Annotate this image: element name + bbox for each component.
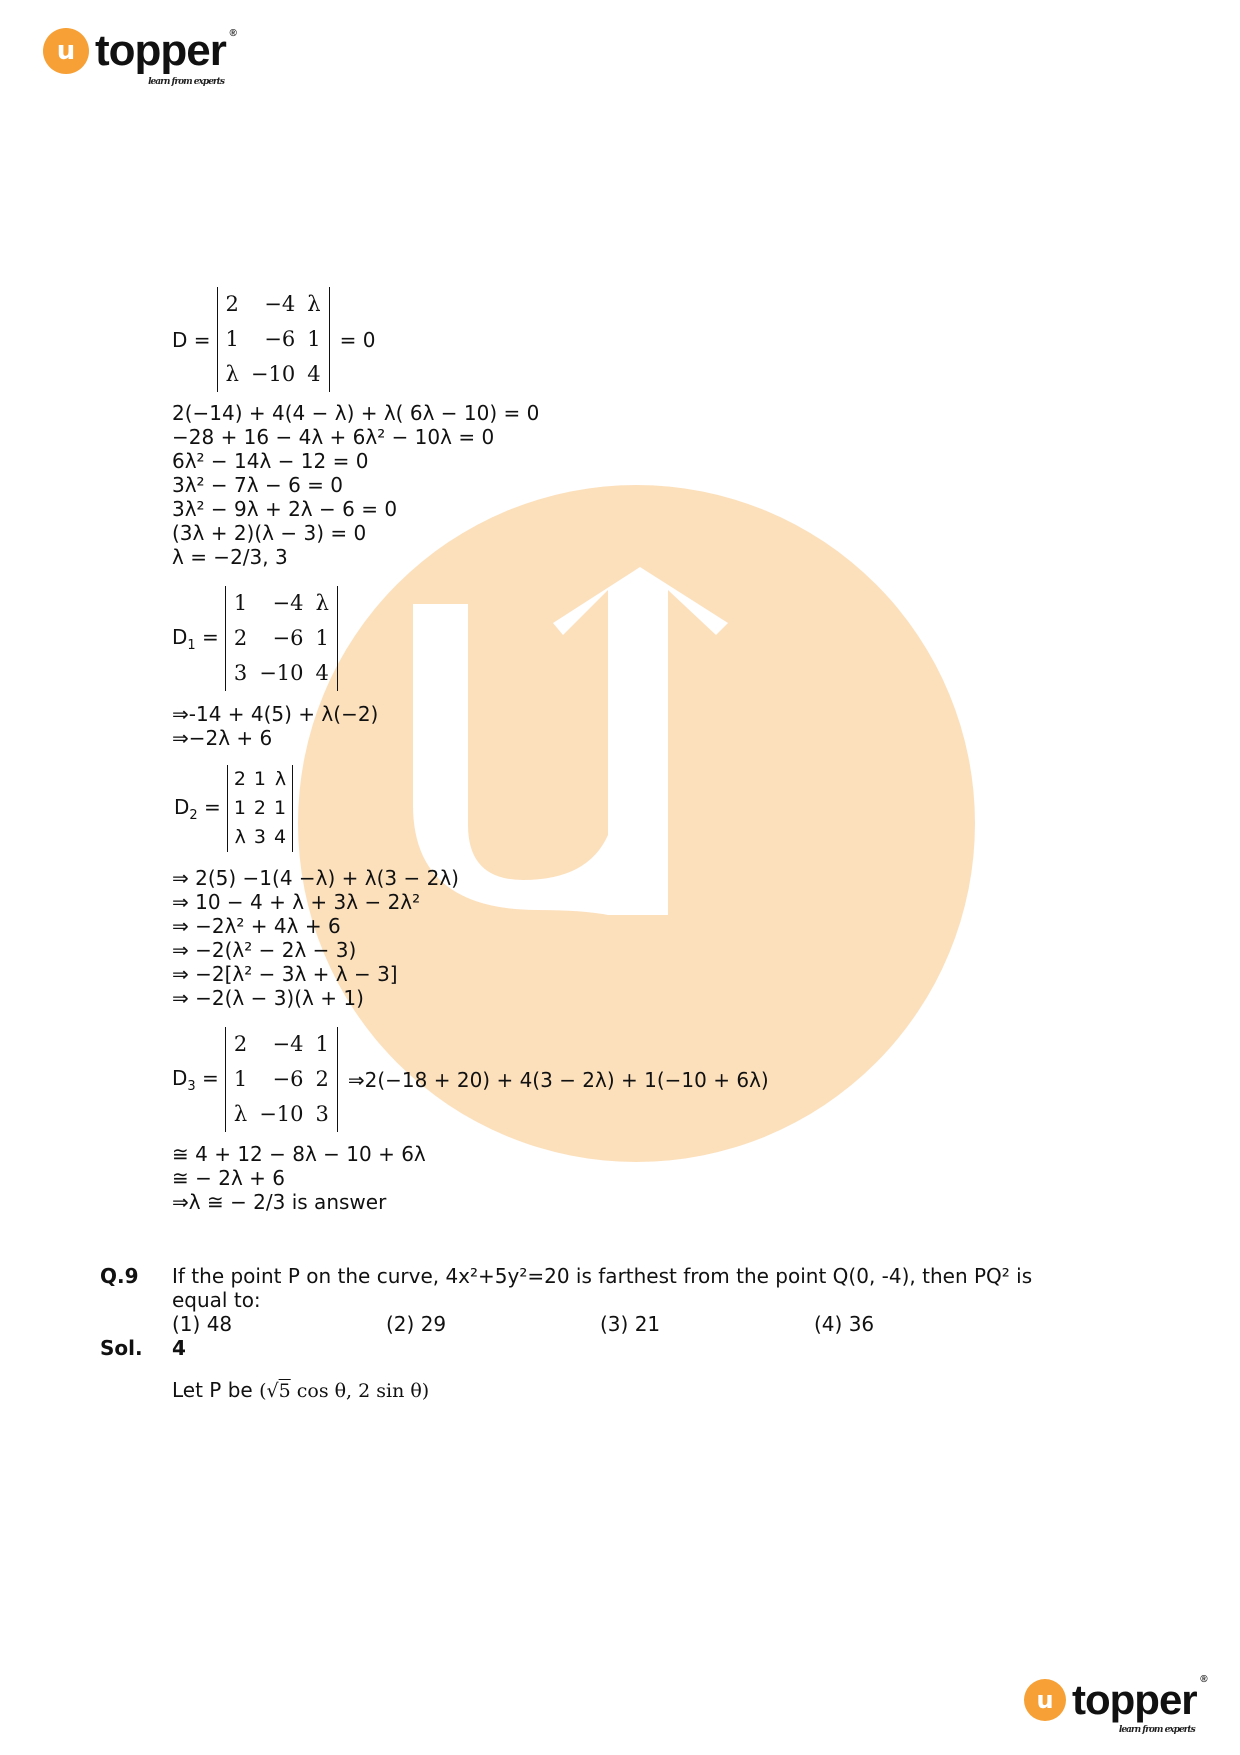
brand-name: topper bbox=[95, 26, 226, 75]
matrix-cell: 1 bbox=[233, 797, 246, 819]
matrix-cell: 4 bbox=[307, 362, 321, 386]
step-line: λ = −2/3, 3 bbox=[172, 545, 288, 569]
step-line: 3λ² − 9λ + 2λ − 6 = 0 bbox=[172, 497, 398, 521]
det-label: D = bbox=[172, 327, 211, 352]
step-line: ⇒ 2(5) −1(4 −λ) + λ(3 − 2λ) bbox=[172, 866, 459, 890]
step-line: 6λ² − 14λ − 12 = 0 bbox=[172, 449, 369, 473]
step-line: ⇒−2λ + 6 bbox=[172, 726, 273, 750]
det-d-matrix bbox=[217, 287, 330, 392]
step-line: ≅ 4 + 12 − 8λ − 10 + 6λ bbox=[172, 1142, 426, 1166]
matrix-cell: −6 bbox=[264, 327, 296, 351]
matrix-cell: 1 bbox=[274, 797, 287, 819]
step-line: ⇒ −2[λ² − 3λ + λ − 3] bbox=[172, 962, 398, 986]
matrix-cell: 1 bbox=[225, 327, 239, 351]
step-line: ⇒λ ≅ − 2/3 is answer bbox=[172, 1190, 387, 1214]
determinant-d2 bbox=[174, 765, 293, 852]
matrix-cell: −4 bbox=[264, 292, 296, 316]
det-label: $D_3$ = bbox=[172, 1065, 219, 1094]
det-d3-matrix bbox=[225, 1027, 338, 1132]
matrix-cell: 2 bbox=[233, 626, 248, 650]
matrix-cell: 4 bbox=[274, 826, 287, 848]
matrix-cell: 3 bbox=[315, 1102, 329, 1126]
step-line: ⇒ −2(λ² − 2λ − 3) bbox=[172, 938, 357, 962]
determinant-d1 bbox=[172, 586, 338, 691]
matrix-cell: 2 bbox=[233, 1032, 248, 1056]
question-text-line1: If the point P on the curve, 4x²+5y²=20 is farthest from the point Q(0, -4), then PQ² is bbox=[172, 1264, 1033, 1288]
matrix-cell: −10 bbox=[250, 362, 296, 386]
det-d3-expansion: ⇒2(−18 + 20) + 4(3 − 2λ) + 1(−10 + 6λ) bbox=[347, 1067, 769, 1092]
step-line: −28 + 16 − 4λ + 6λ² − 10λ = 0 bbox=[172, 425, 495, 449]
matrix-cell: −10 bbox=[259, 1102, 304, 1126]
question-text-line2: equal to: bbox=[172, 1288, 261, 1312]
matrix-cell: 1 bbox=[233, 591, 248, 615]
step-line: ⇒ −2(λ − 3)(λ + 1) bbox=[172, 986, 364, 1010]
matrix-cell: λ bbox=[233, 1102, 248, 1126]
solution-let-line bbox=[172, 1378, 429, 1403]
matrix-cell: 2 bbox=[315, 1067, 329, 1091]
step-line: 3λ² − 7λ − 6 = 0 bbox=[172, 473, 344, 497]
option-4: (4) 36 bbox=[814, 1312, 875, 1336]
step-line: (3λ + 2)(λ − 3) = 0 bbox=[172, 521, 367, 545]
brand-mark-icon: u bbox=[1024, 1679, 1066, 1721]
matrix-cell: 4 bbox=[315, 661, 329, 685]
matrix-cell: 3 bbox=[253, 826, 266, 848]
step-line: ⇒ 10 − 4 + λ + 3λ − 2λ² bbox=[172, 890, 421, 914]
matrix-cell: −6 bbox=[272, 1067, 304, 1091]
question-number: Q.9 bbox=[100, 1264, 139, 1288]
brand-tagline: learn from experts bbox=[148, 77, 224, 87]
let-text: Let P be bbox=[172, 1378, 253, 1402]
point-expression: (√5 cos θ, 2 sin θ) bbox=[259, 1380, 430, 1402]
matrix-cell: 2 bbox=[253, 797, 266, 819]
option-2: (2) 29 bbox=[386, 1312, 447, 1336]
matrix-cell: −4 bbox=[272, 591, 304, 615]
registered-mark: ® bbox=[229, 28, 236, 39]
matrix-cell: λ bbox=[274, 768, 287, 790]
matrix-cell: 3 bbox=[233, 661, 248, 685]
matrix-cell: λ bbox=[315, 591, 329, 615]
matrix-cell: 2 bbox=[225, 292, 239, 316]
det-label: $D_1$ = bbox=[172, 624, 219, 653]
brand-name: topper bbox=[1072, 1676, 1197, 1723]
matrix-cell: −4 bbox=[272, 1032, 304, 1056]
step-line: ⇒-14 + 4(5) + λ(−2) bbox=[172, 702, 379, 726]
step-line: ≅ − 2λ + 6 bbox=[172, 1166, 285, 1190]
registered-mark: ® bbox=[1200, 1674, 1207, 1685]
brand-tagline: learn from experts bbox=[1118, 1725, 1195, 1735]
step-line: 2(−14) + 4(4 − λ) + λ( 6λ − 10) = 0 bbox=[172, 401, 540, 425]
det-result: = 0 bbox=[339, 327, 376, 352]
matrix-cell: 1 bbox=[253, 768, 266, 790]
matrix-cell: λ bbox=[307, 292, 321, 316]
matrix-cell: 1 bbox=[315, 1032, 329, 1056]
option-3: (3) 21 bbox=[600, 1312, 661, 1336]
determinant-d bbox=[172, 287, 375, 392]
det-label: $D_2$ = bbox=[174, 794, 221, 823]
matrix-cell: λ bbox=[225, 362, 239, 386]
determinant-d3 bbox=[172, 1027, 769, 1132]
matrix-cell: −10 bbox=[259, 661, 304, 685]
matrix-cell: 1 bbox=[315, 626, 329, 650]
det-d2-matrix bbox=[227, 765, 293, 852]
det-d1-matrix bbox=[225, 586, 338, 691]
matrix-cell: −6 bbox=[272, 626, 304, 650]
step-line: ⇒ −2λ² + 4λ + 6 bbox=[172, 914, 341, 938]
matrix-cell: λ bbox=[234, 826, 246, 848]
solution-answer: 4 bbox=[172, 1336, 186, 1360]
brand-mark-icon: u bbox=[43, 28, 89, 74]
solution-label: Sol. bbox=[100, 1336, 143, 1360]
option-1: (1) 48 bbox=[172, 1312, 233, 1336]
matrix-cell: 1 bbox=[233, 1067, 248, 1091]
matrix-cell: 2 bbox=[233, 768, 246, 790]
matrix-cell: 1 bbox=[307, 327, 321, 351]
